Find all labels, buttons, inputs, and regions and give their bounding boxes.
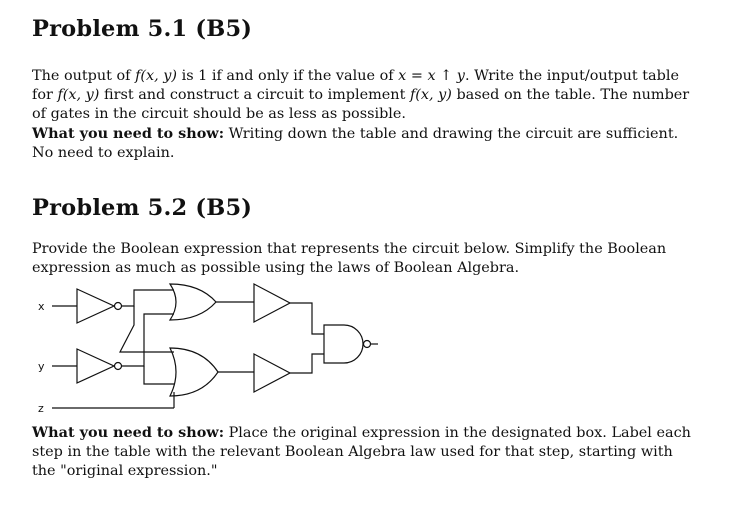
problem-5-2-intro: Provide the Boolean expression that represents the circuit below. Simplify the Boolean expression as much as possible using the laws of Boolean Algebra. xyxy=(32,241,667,276)
wire-notx-to-gate2 xyxy=(120,306,174,352)
p1-text-d: first and construct a circuit to implement xyxy=(99,87,410,103)
or-gate-2 xyxy=(170,348,218,396)
not-gate-x-bubble xyxy=(115,303,122,310)
p1-text-e: based on the table. The number of gates in the circuit should be as less as possible. xyxy=(32,87,690,122)
what-to-show-label: What you need to show: xyxy=(32,125,225,142)
problem-5-1-title: Problem 5.1 (B5) xyxy=(32,16,253,42)
wire-notx-to-gate1 xyxy=(122,290,174,306)
not-gate-y xyxy=(77,349,114,383)
buffer-gate-1 xyxy=(254,284,290,322)
not-gate-y-bubble xyxy=(115,363,122,370)
wire-buf1-to-and xyxy=(290,303,324,334)
f-xy: f(x, y) xyxy=(57,87,100,103)
input-label-x: x xyxy=(38,300,45,313)
what-to-show-label: What you need to show: xyxy=(32,424,225,441)
p1-text-a: The output of xyxy=(32,68,136,84)
nand-gate-bubble xyxy=(364,341,371,348)
or-gate-1 xyxy=(170,284,216,320)
p1-text-c: . Write the input/output table for xyxy=(32,68,679,103)
input-label-z: z xyxy=(38,402,44,415)
input-label-y: y xyxy=(38,360,45,373)
problem-5-2-title: Problem 5.2 (B5) xyxy=(32,195,253,221)
f-xy: f(x, y) xyxy=(409,87,452,103)
nand-gate-final xyxy=(324,325,363,363)
buffer-gate-2 xyxy=(254,354,290,392)
wire-buf2-to-and xyxy=(290,354,324,373)
problem-5-2-instructions xyxy=(32,423,694,481)
wire-noty-to-gate1 xyxy=(122,314,174,366)
problem-5-1-text xyxy=(32,67,694,163)
logic-circuit-diagram xyxy=(32,280,392,420)
p1-text-b: is 1 if and only if the value of xyxy=(177,68,399,84)
wire-noty-to-gate2 xyxy=(144,366,174,384)
not-gate-x xyxy=(77,289,114,323)
what-to-show-text: Writing down the table and drawing the circuit are sufficient. No need to explain. xyxy=(32,126,679,161)
x-equals-expression: x = x ↑ y xyxy=(398,68,465,84)
f-xy: f(x, y) xyxy=(135,68,178,84)
what-to-show-text: Place the original expression in the designated box. Label each step in the table with the relevant Boolean Algebra law used for that step, starting with the "original expression." xyxy=(32,425,691,479)
